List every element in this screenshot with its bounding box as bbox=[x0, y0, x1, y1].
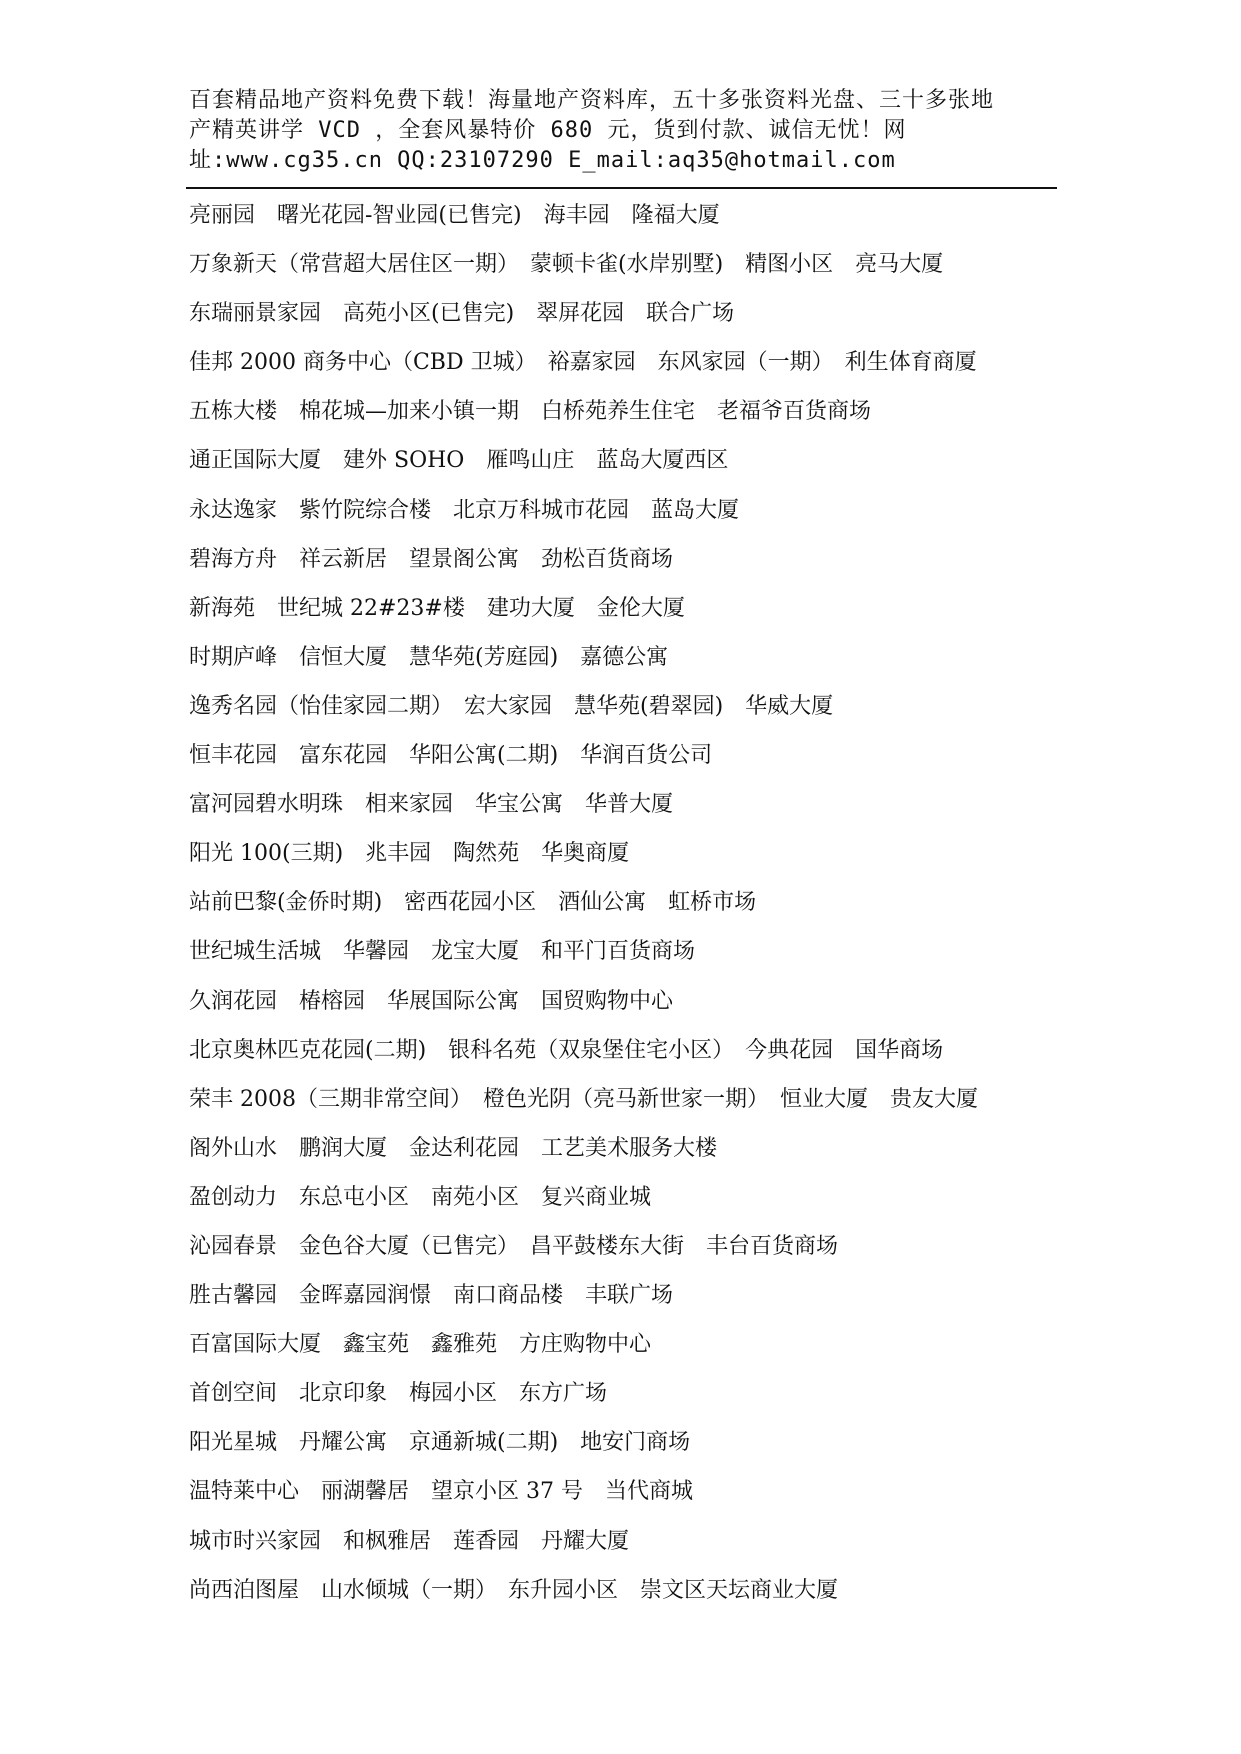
list-item: 尚西泊图屋 山水倾城（一期） 东升园小区 崇文区天坛商业大厦 bbox=[189, 1577, 839, 1603]
list-item: 亮丽园 曙光花园-智业园(已售完) 海丰园 隆福大厦 bbox=[189, 203, 720, 228]
list-item: 阁外山水 鹏润大厦 金达利花园 工艺美术服务大楼 bbox=[189, 1135, 718, 1161]
list-item: 阳光星城 丹耀公寓 京通新城(二期) 地安门商场 bbox=[189, 1430, 691, 1456]
ad-header-line: 产精英讲学 VCD ，全套风暴特价 680 元，货到付款、诚信无忧！网 bbox=[189, 118, 907, 143]
list-item: 五栋大楼 棉花城—加来小镇一期 白桥苑养生住宅 老福爷百货商场 bbox=[189, 399, 872, 425]
list-item: 胜古馨园 金晖嘉园润憬 南口商品楼 丰联广场 bbox=[189, 1283, 674, 1309]
list-item: 温特莱中心 丽湖馨居 望京小区 37 号 当代商城 bbox=[189, 1479, 693, 1505]
list-item: 时期庐峰 信恒大厦 慧华苑(芳庭园) 嘉德公寓 bbox=[189, 644, 669, 670]
list-item: 沁园春景 金色谷大厦（已售完） 昌平鼓楼东大街 丰台百货商场 bbox=[189, 1233, 839, 1259]
ad-header bbox=[189, 86, 1059, 176]
list-item: 久润花园 椿榕园 华展国际公寓 国贸购物中心 bbox=[189, 988, 674, 1014]
list-item: 城市时兴家园 和枫雅居 莲香园 丹耀大厦 bbox=[189, 1528, 630, 1554]
list-item: 阳光 100(三期) 兆丰园 陶然苑 华奥商厦 bbox=[189, 841, 630, 867]
list-item: 永达逸家 紫竹院综合楼 北京万科城市花园 蓝岛大厦 bbox=[189, 497, 740, 523]
list-item: 逸秀名园（怡佳家园二期） 宏大家园 慧华苑(碧翠园) 华威大厦 bbox=[189, 693, 834, 719]
ad-header-line: 百套精品地产资料免费下载！海量地产资料库，五十多张资料光盘、三十多张地 bbox=[189, 88, 995, 113]
property-list bbox=[189, 198, 1089, 1622]
list-item: 东瑞丽景家园 高苑小区(已售完) 翠屏花园 联合广场 bbox=[189, 301, 735, 327]
list-item: 世纪城生活城 华馨园 龙宝大厦 和平门百货商场 bbox=[189, 939, 696, 965]
list-item: 碧海方舟 祥云新居 望景阁公寓 劲松百货商场 bbox=[189, 546, 674, 572]
list-item: 新海苑 世纪城 22#23#楼 建功大厦 金伦大厦 bbox=[189, 595, 685, 621]
list-item: 富河园碧水明珠 相来家园 华宝公寓 华普大厦 bbox=[189, 792, 674, 818]
ad-header-line: 址:www.cg35.cn QQ:23107290 E_mail:aq35@hotmail.com bbox=[189, 148, 896, 173]
list-item: 北京奥林匹克花园(二期) 银科名苑（双泉堡住宅小区） 今典花园 国华商场 bbox=[189, 1037, 944, 1063]
header-divider bbox=[186, 187, 1057, 189]
list-item: 百富国际大厦 鑫宝苑 鑫雅苑 方庄购物中心 bbox=[189, 1332, 652, 1358]
list-item: 荣丰 2008（三期非常空间） 橙色光阴（亮马新世家一期） 恒业大厦 贵友大厦 bbox=[189, 1086, 978, 1112]
list-item: 佳邦 2000 商务中心（CBD 卫城） 裕嘉家园 东风家园（一期） 利生体育商厦 bbox=[189, 350, 977, 376]
list-item: 通正国际大厦 建外 SOHO 雁鸣山庄 蓝岛大厦西区 bbox=[189, 448, 729, 474]
list-item: 万象新天（常营超大居住区一期） 蒙顿卡雀(水岸别墅) 精图小区 亮马大厦 bbox=[189, 252, 944, 278]
list-item: 站前巴黎(金侨时期) 密西花园小区 酒仙公寓 虹桥市场 bbox=[189, 890, 757, 916]
list-item: 盈创动力 东总屯小区 南苑小区 复兴商业城 bbox=[189, 1184, 652, 1210]
list-item: 首创空间 北京印象 梅园小区 东方广场 bbox=[189, 1381, 608, 1407]
list-item: 恒丰花园 富东花园 华阳公寓(二期) 华润百货公司 bbox=[189, 743, 713, 769]
